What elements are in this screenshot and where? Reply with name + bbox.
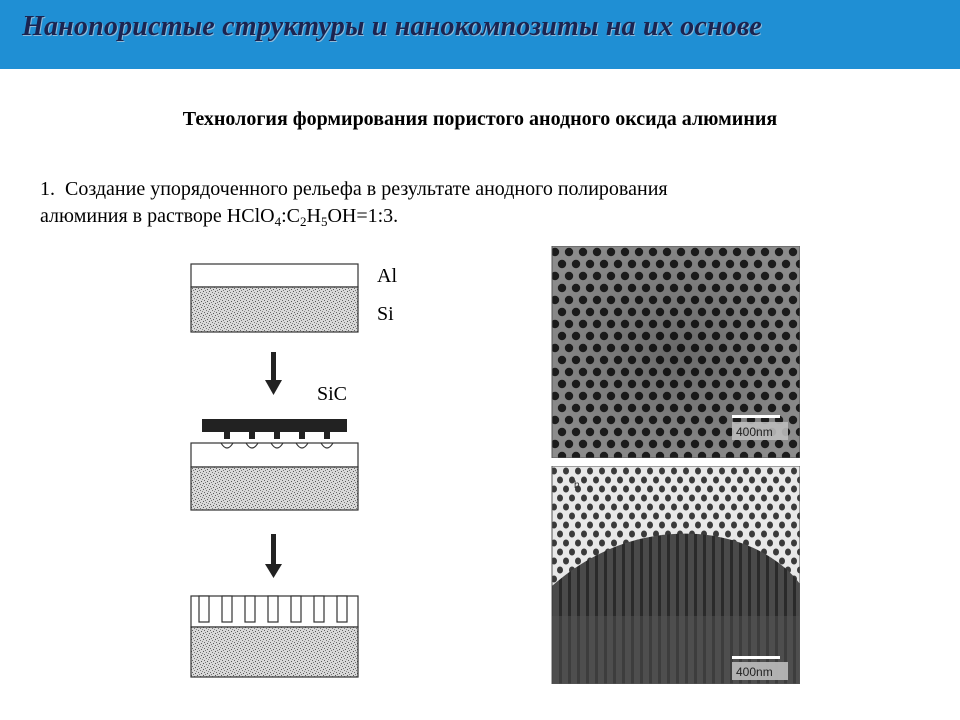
point-line-2: алюминия в растворе $HClO_4:C_2H_5OH=1:3$. xyxy=(40,205,399,229)
slide-header xyxy=(0,0,960,69)
label-al: Al xyxy=(377,265,397,287)
stage-3-porous-structure xyxy=(191,596,358,677)
slide-title: Нанопористые структуры и нанокомпозиты на их основе xyxy=(22,11,762,42)
scale-bar-label: 400nm xyxy=(736,425,773,439)
micrograph-cross-section xyxy=(548,466,800,684)
down-arrow-icon xyxy=(265,534,282,578)
label-sic: SiC xyxy=(317,383,348,405)
panel-letter: b xyxy=(574,480,580,491)
point-number: 1. xyxy=(40,178,55,200)
stage-2-imprint xyxy=(191,419,358,510)
point-line-1: Создание упорядоченного рельефа в результате анодного полирования xyxy=(65,178,668,200)
process-diagram xyxy=(185,255,365,695)
numbered-point xyxy=(40,176,840,230)
scale-bar-label: 400nm xyxy=(736,665,773,679)
stage-1-substrate xyxy=(191,264,358,332)
label-si: Si xyxy=(377,303,394,325)
down-arrow-icon xyxy=(265,352,282,395)
slide-subtitle: Технология формирования пористого анодного оксида алюминия xyxy=(182,108,778,130)
micrograph-top-view xyxy=(548,246,800,458)
